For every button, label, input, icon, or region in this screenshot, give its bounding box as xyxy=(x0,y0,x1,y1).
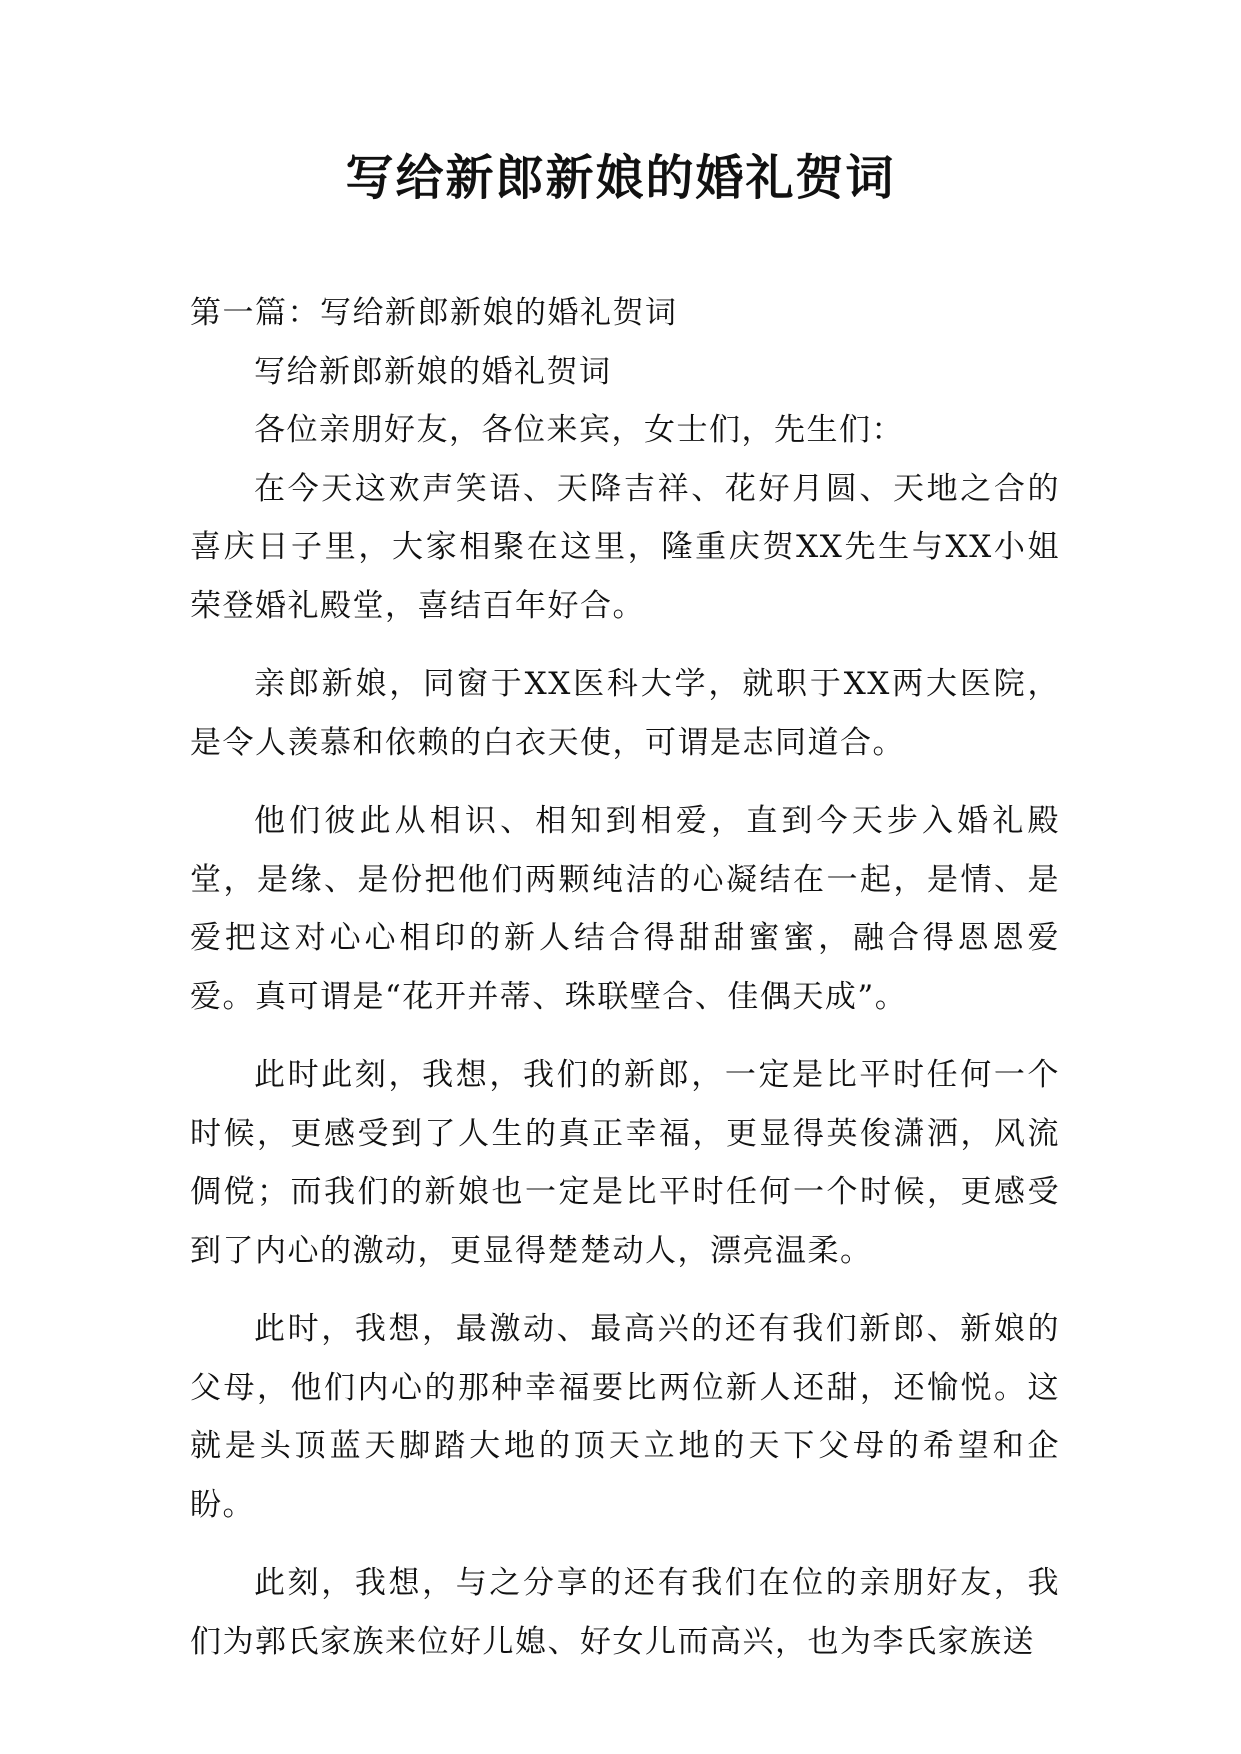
paragraph: 他们彼此从相识、相知到相爱，直到今天步入婚礼殿堂，是缘、是份把他们两颗纯洁的心凝结在一起，是情、是爱把这对心心相印的新人结合得甜甜蜜蜜，融合得恩恩爱爱。真可谓是“花开并蒂、珠联壁合、佳偶天成”。 xyxy=(190,803,1060,1015)
paragraph: 此时，我想，最激动、最高兴的还有我们新郎、新娘的父母，他们内心的那种幸福要比两位新人还甜，还愉悦。这就是头顶蓝天脚踏大地的顶天立地的天下父母的希望和企盼。 xyxy=(190,1311,1060,1523)
salutation: 各位亲朋好友，各位来宾，女士们，先生们： xyxy=(254,412,904,448)
section-subtitle: 写给新郎新娘的婚礼贺词 xyxy=(254,353,612,390)
document-title: 写给新郎新娘的婚礼贺词 xyxy=(345,150,896,206)
paragraph: 在今天这欢声笑语、天降吉祥、花好月圆、天地之合的喜庆日子里，大家相聚在这里，隆重庆贺XX先生与XX小姐荣登婚礼殿堂，喜结百年好合。 xyxy=(190,470,1060,624)
paragraph: 亲郎新娘，同窗于XX医科大学，就职于XX两大医院，是令人羡慕和依赖的白衣天使，可谓是志同道合。 xyxy=(190,666,1060,761)
chapter-heading: 第一篇：写给新郎新娘的婚礼贺词 xyxy=(190,295,678,331)
paragraph: 此时此刻，我想，我们的新郎，一定是比平时任何一个时候，更感受到了人生的真正幸福，更显得英俊潇洒，风流倜傥；而我们的新娘也一定是比平时任何一个时候，更感受到了内心的激动，更显得楚楚动人，漂亮温柔。 xyxy=(190,1057,1060,1269)
paragraph: 此刻，我想，与之分享的还有我们在位的亲朋好友，我们为郭氏家族来位好儿媳、好女儿而高兴，也为李氏家族送 xyxy=(190,1565,1060,1660)
document-body xyxy=(190,284,1060,1671)
